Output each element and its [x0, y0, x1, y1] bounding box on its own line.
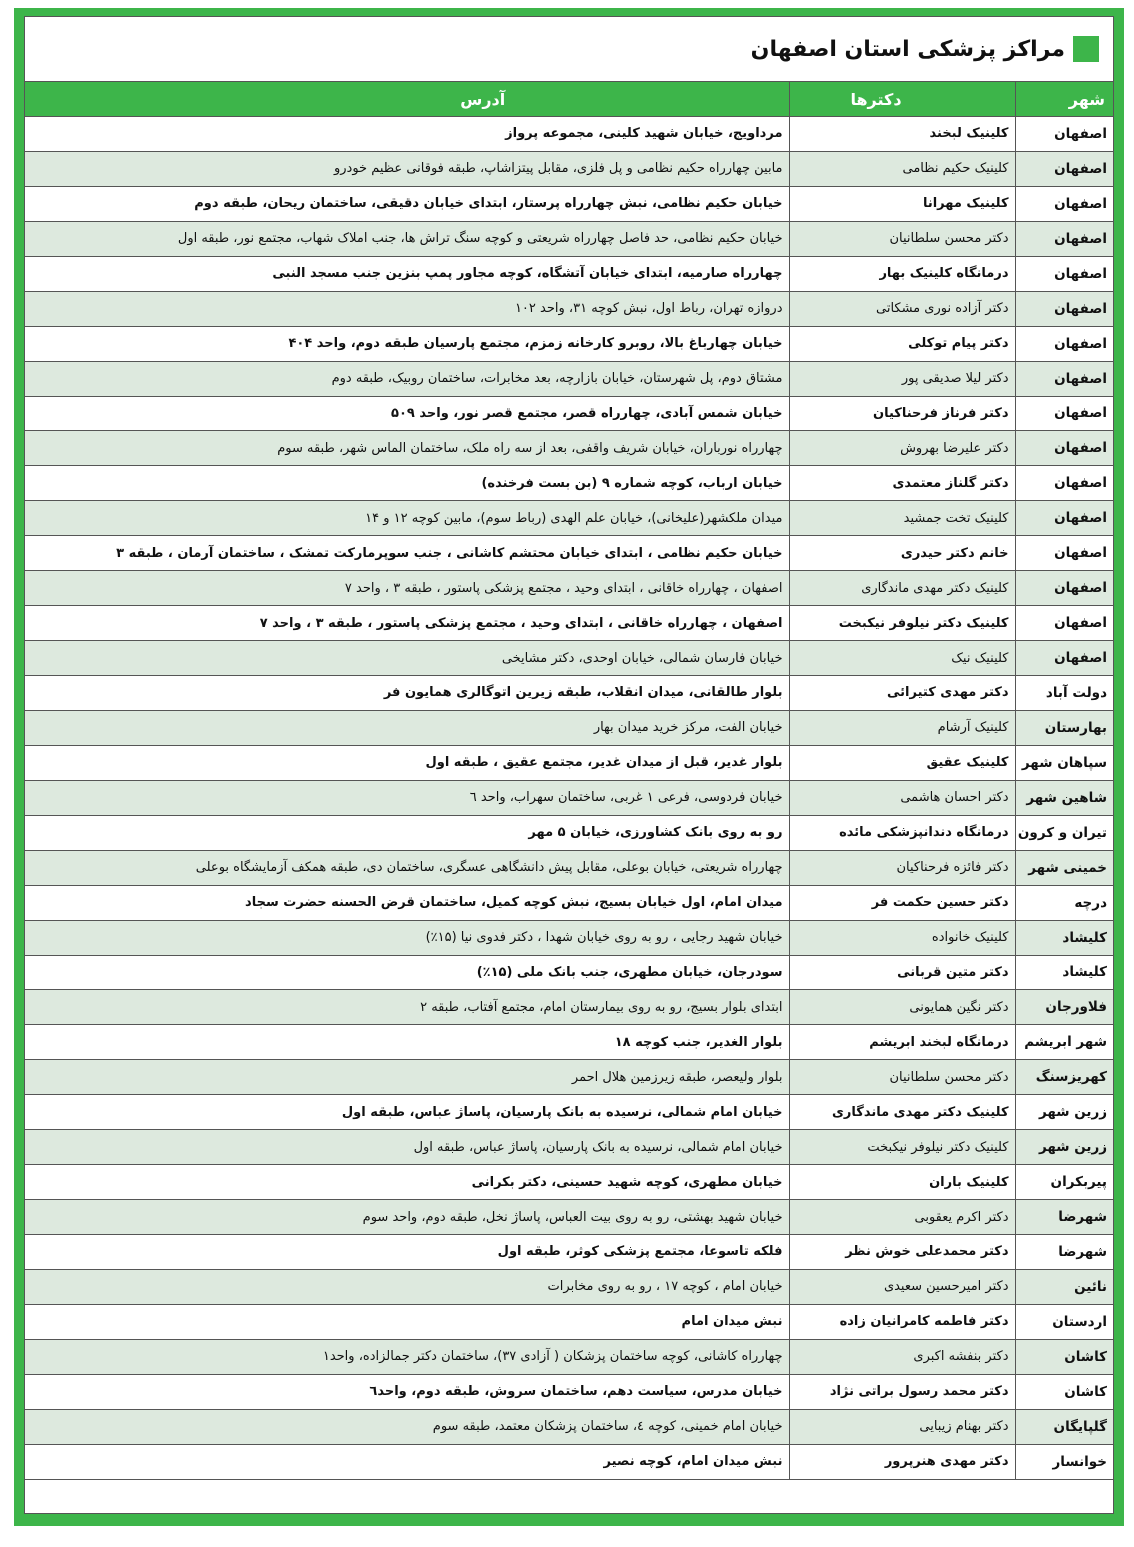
cell-city: اصفهان	[1015, 606, 1113, 641]
cell-doctor: دکتر پیام توکلی	[789, 326, 1015, 361]
cell-city: شهرضا	[1015, 1235, 1113, 1270]
table-row	[25, 186, 1113, 221]
cell-doctor: کلینیک نیک	[789, 641, 1015, 676]
cell-address: اصفهان ، چهارراه خاقانی ، ابتدای وحید ، مجتمع پزشکی پاستور ، طبقه ۳ ، واحد ۷	[25, 571, 789, 606]
table-row	[25, 676, 1113, 711]
cell-city: اردستان	[1015, 1304, 1113, 1339]
cell-doctor: کلینیک دکتر نیلوفر نیکبخت	[789, 1130, 1015, 1165]
cell-doctor: کلینیک عقیق	[789, 745, 1015, 780]
table-row	[25, 1409, 1113, 1444]
cell-doctor: کلینیک دکتر نیلوفر نیکبخت	[789, 606, 1015, 641]
cell-city: اصفهان	[1015, 326, 1113, 361]
cell-city: اصفهان	[1015, 221, 1113, 256]
cell-doctor: دکتر فائزه فرحناکیان	[789, 850, 1015, 885]
cell-city: اصفهان	[1015, 431, 1113, 466]
cell-address: مشتاق دوم، پل شهرستان، خیابان بازارچه، بعد مخابرات، ساختمان روبیک، طبقه دوم	[25, 361, 789, 396]
cell-city: درچه	[1015, 885, 1113, 920]
cell-city: اصفهان	[1015, 501, 1113, 536]
cell-city: زرین شهر	[1015, 1130, 1113, 1165]
cell-address: بلوار غدیر، قبل از میدان غدیر، مجتمع عقیق ، طبقه اول	[25, 745, 789, 780]
cell-doctor: دکتر بنفشه اکبری	[789, 1339, 1015, 1374]
cell-doctor: کلینیک آرشام	[789, 710, 1015, 745]
cell-address: خیابان مطهری، کوچه شهید حسینی، دکتر بکرانی	[25, 1165, 789, 1200]
cell-doctor: درمانگاه دندانپزشکی مائده	[789, 815, 1015, 850]
cell-address: بلوار الغدیر، جنب کوچه ۱۸	[25, 1025, 789, 1060]
cell-address: خیابان شهید رجایی ، رو به روی خیابان شهدا ، دکتر فدوی نیا (۱۵٪)	[25, 920, 789, 955]
cell-address: خیابان الفت، مرکز خرید میدان بهار	[25, 710, 789, 745]
cell-city: گلپایگان	[1015, 1409, 1113, 1444]
cell-doctor: درمانگاه لبخند ابریشم	[789, 1025, 1015, 1060]
cell-doctor: درمانگاه کلینیک بهار	[789, 256, 1015, 291]
cell-doctor: دکتر لیلا صدیقی پور	[789, 361, 1015, 396]
table-row	[25, 780, 1113, 815]
table-row	[25, 431, 1113, 466]
cell-doctor: دکتر فاطمه کامرانیان زاده	[789, 1304, 1015, 1339]
cell-doctor: کلینیک دکتر مهدی ماندگاری	[789, 1095, 1015, 1130]
table-row	[25, 990, 1113, 1025]
cell-doctor: کلینیک حکیم نظامی	[789, 151, 1015, 186]
cell-address: خیابان امام شمالی، نرسیده به بانک پارسیان، پاساژ عباس، طبقه اول	[25, 1095, 789, 1130]
table-header-row	[25, 82, 1113, 117]
cell-doctor: کلینیک لبخند	[789, 117, 1015, 152]
header-address: آدرس	[25, 82, 789, 117]
table-row	[25, 606, 1113, 641]
cell-doctor: کلینیک خانواده	[789, 920, 1015, 955]
table-row	[25, 1060, 1113, 1095]
cell-city: خمینی شهر	[1015, 850, 1113, 885]
header-city: شهر	[1015, 82, 1113, 117]
cell-city: کاشان	[1015, 1339, 1113, 1374]
cell-address: خیابان شهید بهشتی، رو به روی بیت العباس، پاساژ نخل، طبقه دوم، واحد سوم	[25, 1200, 789, 1235]
page-frame	[14, 8, 1124, 1526]
cell-city: کلیشاد	[1015, 920, 1113, 955]
table-row	[25, 641, 1113, 676]
cell-address: چهارراه نورباران، خیابان شریف واقفی، بعد از سه راه ملک، ساختمان الماس شهر، طبقه سوم	[25, 431, 789, 466]
page-title: مراکز پزشکی استان اصفهان	[750, 36, 1065, 62]
table-row	[25, 501, 1113, 536]
cell-address: خیابان شمس آبادی، چهارراه قصر، مجتمع قصر نور، واحد ۵۰۹	[25, 396, 789, 431]
cell-address: سودرجان، خیابان مطهری، جنب بانک ملی (۱۵٪)	[25, 955, 789, 990]
table-row	[25, 920, 1113, 955]
cell-city: پیربکران	[1015, 1165, 1113, 1200]
cell-doctor: دکتر متین قربانی	[789, 955, 1015, 990]
cell-address: خیابان فارسان شمالی، خیابان اوحدی، دکتر مشایخی	[25, 641, 789, 676]
table-row	[25, 885, 1113, 920]
cell-address: چهارراه صارمیه، ابتدای خیابان آتشگاه، کوچه مجاور پمپ بنزین جنب مسجد النبی	[25, 256, 789, 291]
cell-address: خیابان مدرس، سیاست دهم، ساختمان سروش، طبقه دوم، واحد٦	[25, 1374, 789, 1409]
table-row	[25, 850, 1113, 885]
table-row	[25, 1444, 1113, 1479]
cell-address: نبش میدان امام، کوچه نصیر	[25, 1444, 789, 1479]
title-bar	[25, 17, 1113, 82]
cell-city: بهارستان	[1015, 710, 1113, 745]
cell-city: کلیشاد	[1015, 955, 1113, 990]
header-doctors: دکترها	[789, 82, 1015, 117]
table-row	[25, 1200, 1113, 1235]
table-row	[25, 1339, 1113, 1374]
cell-doctor: دکتر مهدی کتیرائی	[789, 676, 1015, 711]
cell-city: اصفهان	[1015, 571, 1113, 606]
cell-doctor: دکتر محمدعلی خوش نظر	[789, 1235, 1015, 1270]
cell-city: خوانسار	[1015, 1444, 1113, 1479]
table-row	[25, 256, 1113, 291]
cell-address: چهارراه شریعتی، خیابان بوعلی، مقابل پیش دانشگاهی عسگری، ساختمان دی، طبقه همکف آزمایشگاه بوعلی	[25, 850, 789, 885]
table-row	[25, 1025, 1113, 1060]
cell-city: دولت آباد	[1015, 676, 1113, 711]
cell-address: نبش میدان امام	[25, 1304, 789, 1339]
table-panel	[24, 16, 1114, 1514]
cell-city: اصفهان	[1015, 536, 1113, 571]
table-row	[25, 1095, 1113, 1130]
cell-city: شاهین شهر	[1015, 780, 1113, 815]
table-row	[25, 745, 1113, 780]
cell-city: نائین	[1015, 1269, 1113, 1304]
cell-city: اصفهان	[1015, 466, 1113, 501]
cell-address: خیابان ارباب، کوچه شماره ۹ (بن بست فرخنده)	[25, 466, 789, 501]
cell-address: مابین چهارراه حکیم نظامی و پل فلزی، مقابل پیتزاشاپ، طبقه فوقانی عظیم خودرو	[25, 151, 789, 186]
cell-address: خیابان امام خمینی، کوچه ٤، ساختمان پزشکان معتمد، طبقه سوم	[25, 1409, 789, 1444]
cell-city: کهریزسنگ	[1015, 1060, 1113, 1095]
table-row	[25, 361, 1113, 396]
table-row	[25, 815, 1113, 850]
cell-address: چهارراه کاشانی، کوچه ساختمان پزشکان ( آزادی ۳۷)، ساختمان دکتر جمالزاده، واحد۱	[25, 1339, 789, 1374]
cell-address: خیابان امام شمالی، نرسیده به بانک پارسیان، پاساژ عباس، طبقه اول	[25, 1130, 789, 1165]
cell-address: خیابان حکیم نظامی، حد فاصل چهارراه شریعتی و کوچه سنگ تراش ها، جنب املاک شهاب، مجتمع نور، طبقه اول	[25, 221, 789, 256]
cell-doctor: دکتر محمد رسول براتی نژاد	[789, 1374, 1015, 1409]
cell-address: دروازه تهران، رباط اول، نبش کوچه ۳۱، واحد ۱۰۲	[25, 291, 789, 326]
table-row	[25, 571, 1113, 606]
table-row	[25, 466, 1113, 501]
table-row	[25, 955, 1113, 990]
cell-address: اصفهان ، چهارراه خاقانی ، ابتدای وحید ، مجتمع پزشکی پاستور ، طبقه ۳ ، واحد ۷	[25, 606, 789, 641]
medical-centers-table	[25, 82, 1113, 1480]
table-row	[25, 536, 1113, 571]
cell-city: فلاورجان	[1015, 990, 1113, 1025]
cell-doctor: خانم دکتر حیدری	[789, 536, 1015, 571]
cell-address: بلوار ولیعصر، طبقه زیرزمین هلال احمر	[25, 1060, 789, 1095]
cell-doctor: دکتر آزاده نوری مشکاتی	[789, 291, 1015, 326]
cell-address: میدان ملکشهر(علیخانی)، خیابان علم الهدی (رباط سوم)، مابین کوچه ۱۲ و ۱۴	[25, 501, 789, 536]
cell-doctor: دکتر اکرم یعقوبی	[789, 1200, 1015, 1235]
cell-city: کاشان	[1015, 1374, 1113, 1409]
cell-address: میدان امام، اول خیابان بسیج، نبش کوچه کمیل، ساختمان قرض الحسنه حضرت سجاد	[25, 885, 789, 920]
cell-city: اصفهان	[1015, 256, 1113, 291]
cell-doctor: دکتر گلناز معتمدی	[789, 466, 1015, 501]
cell-doctor: کلینیک دکتر مهدی ماندگاری	[789, 571, 1015, 606]
cell-address: خیابان فردوسی، فرعی ۱ غربی، ساختمان سهراب، واحد ٦	[25, 780, 789, 815]
cell-city: سپاهان شهر	[1015, 745, 1113, 780]
cell-city: تیران و کرون	[1015, 815, 1113, 850]
cell-address: خیابان چهارباغ بالا، روبرو کارخانه زمزم، مجتمع پارسیان طبقه دوم، واحد ۴۰۴	[25, 326, 789, 361]
cell-doctor: دکتر مهدی هنرپرور	[789, 1444, 1015, 1479]
cell-doctor: دکتر محسن سلطانیان	[789, 1060, 1015, 1095]
table-row	[25, 291, 1113, 326]
cell-doctor: دکتر محسن سلطانیان	[789, 221, 1015, 256]
table-row	[25, 221, 1113, 256]
table-row	[25, 1374, 1113, 1409]
cell-city: اصفهان	[1015, 186, 1113, 221]
cell-city: اصفهان	[1015, 396, 1113, 431]
cell-city: اصفهان	[1015, 641, 1113, 676]
cell-doctor: کلینیک مهرانا	[789, 186, 1015, 221]
cell-city: اصفهان	[1015, 361, 1113, 396]
table-row	[25, 1235, 1113, 1270]
table-row	[25, 396, 1113, 431]
cell-city: شهر ابریشم	[1015, 1025, 1113, 1060]
table-row	[25, 1304, 1113, 1339]
table-row	[25, 326, 1113, 361]
cell-doctor: دکتر فرناز فرحناکیان	[789, 396, 1015, 431]
cell-doctor: دکتر نگین همایونی	[789, 990, 1015, 1025]
table-row	[25, 710, 1113, 745]
table-row	[25, 1269, 1113, 1304]
table-row	[25, 151, 1113, 186]
title-square-icon	[1073, 36, 1099, 62]
cell-address: مرداویج، خیابان شهید کلینی، مجموعه پرواز	[25, 117, 789, 152]
cell-doctor: کلینیک تخت جمشید	[789, 501, 1015, 536]
cell-city: اصفهان	[1015, 117, 1113, 152]
cell-city: زرین شهر	[1015, 1095, 1113, 1130]
cell-address: ابتدای بلوار بسیج، رو به روی بیمارستان امام، مجتمع آفتاب، طبقه ۲	[25, 990, 789, 1025]
cell-city: شهرضا	[1015, 1200, 1113, 1235]
cell-city: اصفهان	[1015, 291, 1113, 326]
table-row	[25, 1130, 1113, 1165]
cell-doctor: کلینیک باران	[789, 1165, 1015, 1200]
table-row	[25, 117, 1113, 152]
cell-address: خیابان حکیم نظامی، نبش چهارراه پرستار، ابتدای خیابان دقیقی، ساختمان ریحان، طبقه دوم	[25, 186, 789, 221]
cell-doctor: دکتر بهنام زیبایی	[789, 1409, 1015, 1444]
cell-doctor: دکتر علیرضا بهروش	[789, 431, 1015, 466]
cell-address: فلکه تاسوعا، مجتمع پزشکی کوثر، طبقه اول	[25, 1235, 789, 1270]
cell-address: خیابان حکیم نظامی ، ابتدای خیابان محتشم کاشانی ، جنب سوپرمارکت تمشک ، ساختمان آرمان ، طبقه ۳	[25, 536, 789, 571]
table-row	[25, 1165, 1113, 1200]
cell-address: خیابان امام ، کوچه ۱۷ ، رو به روی مخابرات	[25, 1269, 789, 1304]
cell-doctor: دکتر احسان هاشمی	[789, 780, 1015, 815]
cell-doctor: دکتر امیرحسین سعیدی	[789, 1269, 1015, 1304]
cell-doctor: دکتر حسین حکمت فر	[789, 885, 1015, 920]
cell-address: رو به روی بانک کشاورزی، خیابان ۵ مهر	[25, 815, 789, 850]
cell-city: اصفهان	[1015, 151, 1113, 186]
cell-address: بلوار طالقانی، میدان انقلاب، طبقه زیرین اتوگالری همایون فر	[25, 676, 789, 711]
